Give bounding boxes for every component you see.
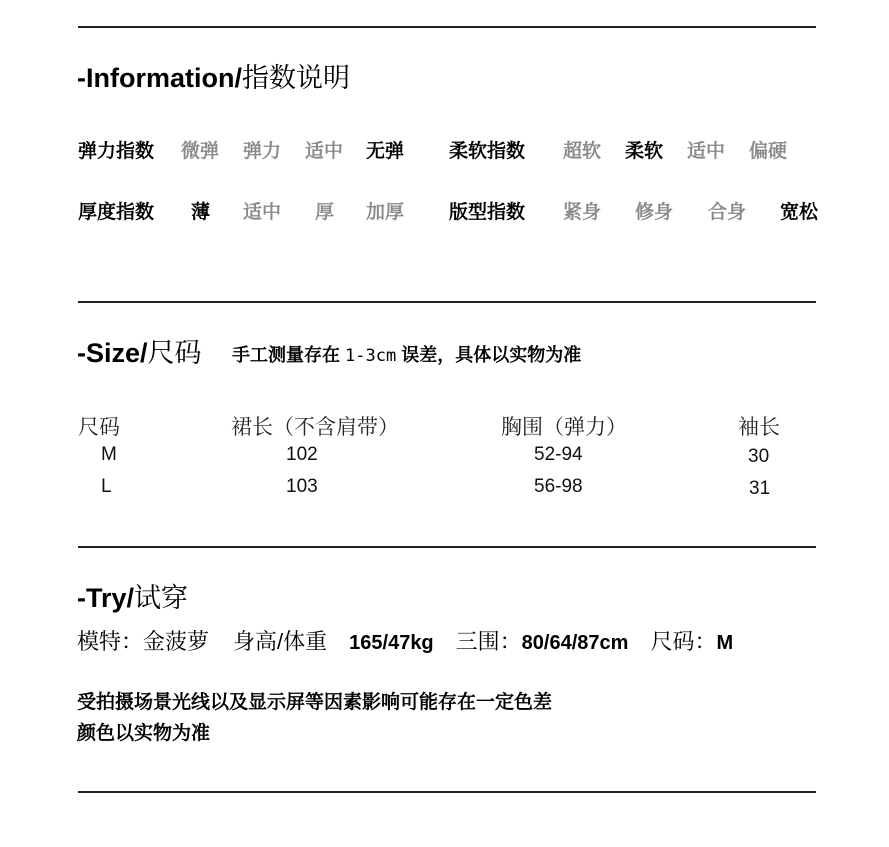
- size-row-l-bust: 56-98: [534, 476, 583, 497]
- model-size-label: 尺码：: [650, 629, 717, 654]
- model-size-value: M: [716, 632, 734, 654]
- fit-option-2: 修身: [635, 202, 674, 223]
- information-title: [77, 56, 350, 95]
- model-info: [77, 625, 733, 656]
- color-disclaimer-line-1: 受拍摄场景光线以及显示屏等因素影响可能存在一定色差: [77, 692, 553, 713]
- softness-option-4: 偏硬: [749, 141, 788, 162]
- size-row-l-sleeve: 31: [749, 478, 771, 499]
- fit-label: 版型指数: [449, 202, 526, 223]
- elasticity-option-2: 弹力: [243, 141, 282, 162]
- size-header-bust: 胸围（弹力）: [501, 416, 627, 439]
- size-row-m-length: 102: [286, 444, 318, 465]
- divider-bottom: [78, 791, 816, 793]
- size-title-cn: 尺码: [147, 338, 202, 368]
- size-header-size: 尺码: [78, 416, 120, 439]
- size-row-m-size: M: [101, 444, 117, 465]
- fit-option-1: 紧身: [563, 202, 602, 223]
- size-measurement-note: [232, 341, 581, 367]
- size-header-length: 裙长（不含肩带）: [231, 416, 399, 439]
- information-title-en: -Information/: [77, 63, 242, 93]
- elasticity-option-1: 微弹: [181, 141, 220, 162]
- model-height-weight-value: 165/47kg: [349, 632, 434, 654]
- softness-option-3: 适中: [687, 141, 726, 162]
- size-title: [77, 331, 202, 370]
- model-name: 模特：金菠萝: [77, 629, 210, 654]
- divider-info-size: [78, 301, 816, 303]
- size-row-m-sleeve: 30: [748, 446, 770, 467]
- divider-size-try: [78, 546, 816, 548]
- fit-option-4: 宽松: [780, 202, 819, 223]
- size-note-suffix: 误差，具体以实物为准: [396, 345, 582, 365]
- softness-label: 柔软指数: [449, 141, 526, 162]
- model-measurements-value: 80/64/87cm: [521, 632, 629, 654]
- information-title-cn: 指数说明: [241, 63, 350, 93]
- model-height-weight-label: 身高/体重: [233, 629, 328, 654]
- thickness-option-4: 加厚: [366, 202, 405, 223]
- thickness-label: 厚度指数: [78, 202, 155, 223]
- model-measurements-label: 三围：: [455, 629, 522, 654]
- size-row-l-length: 103: [286, 476, 318, 497]
- elasticity-label: 弹力指数: [78, 141, 155, 162]
- thickness-option-3: 厚: [315, 202, 335, 223]
- color-disclaimer-line-2: 颜色以实物为准: [77, 723, 211, 744]
- try-title-cn: 试穿: [134, 583, 189, 613]
- size-row-l-size: L: [101, 476, 112, 497]
- try-title-en: -Try/: [77, 583, 135, 613]
- size-note-range: 1-3cm: [345, 346, 397, 366]
- size-header-sleeve: 袖长: [738, 416, 780, 439]
- thickness-option-1: 薄: [191, 202, 211, 223]
- thickness-option-2: 适中: [243, 202, 282, 223]
- elasticity-option-3: 适中: [305, 141, 344, 162]
- softness-option-1: 超软: [563, 141, 602, 162]
- try-title: [77, 576, 188, 615]
- fit-option-3: 合身: [708, 202, 747, 223]
- softness-option-2: 柔软: [625, 141, 664, 162]
- size-note-prefix: 手工测量存在: [232, 345, 346, 365]
- divider-top: [78, 26, 816, 28]
- elasticity-option-4: 无弹: [366, 141, 405, 162]
- size-title-en: -Size/: [77, 338, 148, 368]
- size-row-m-bust: 52-94: [534, 444, 583, 465]
